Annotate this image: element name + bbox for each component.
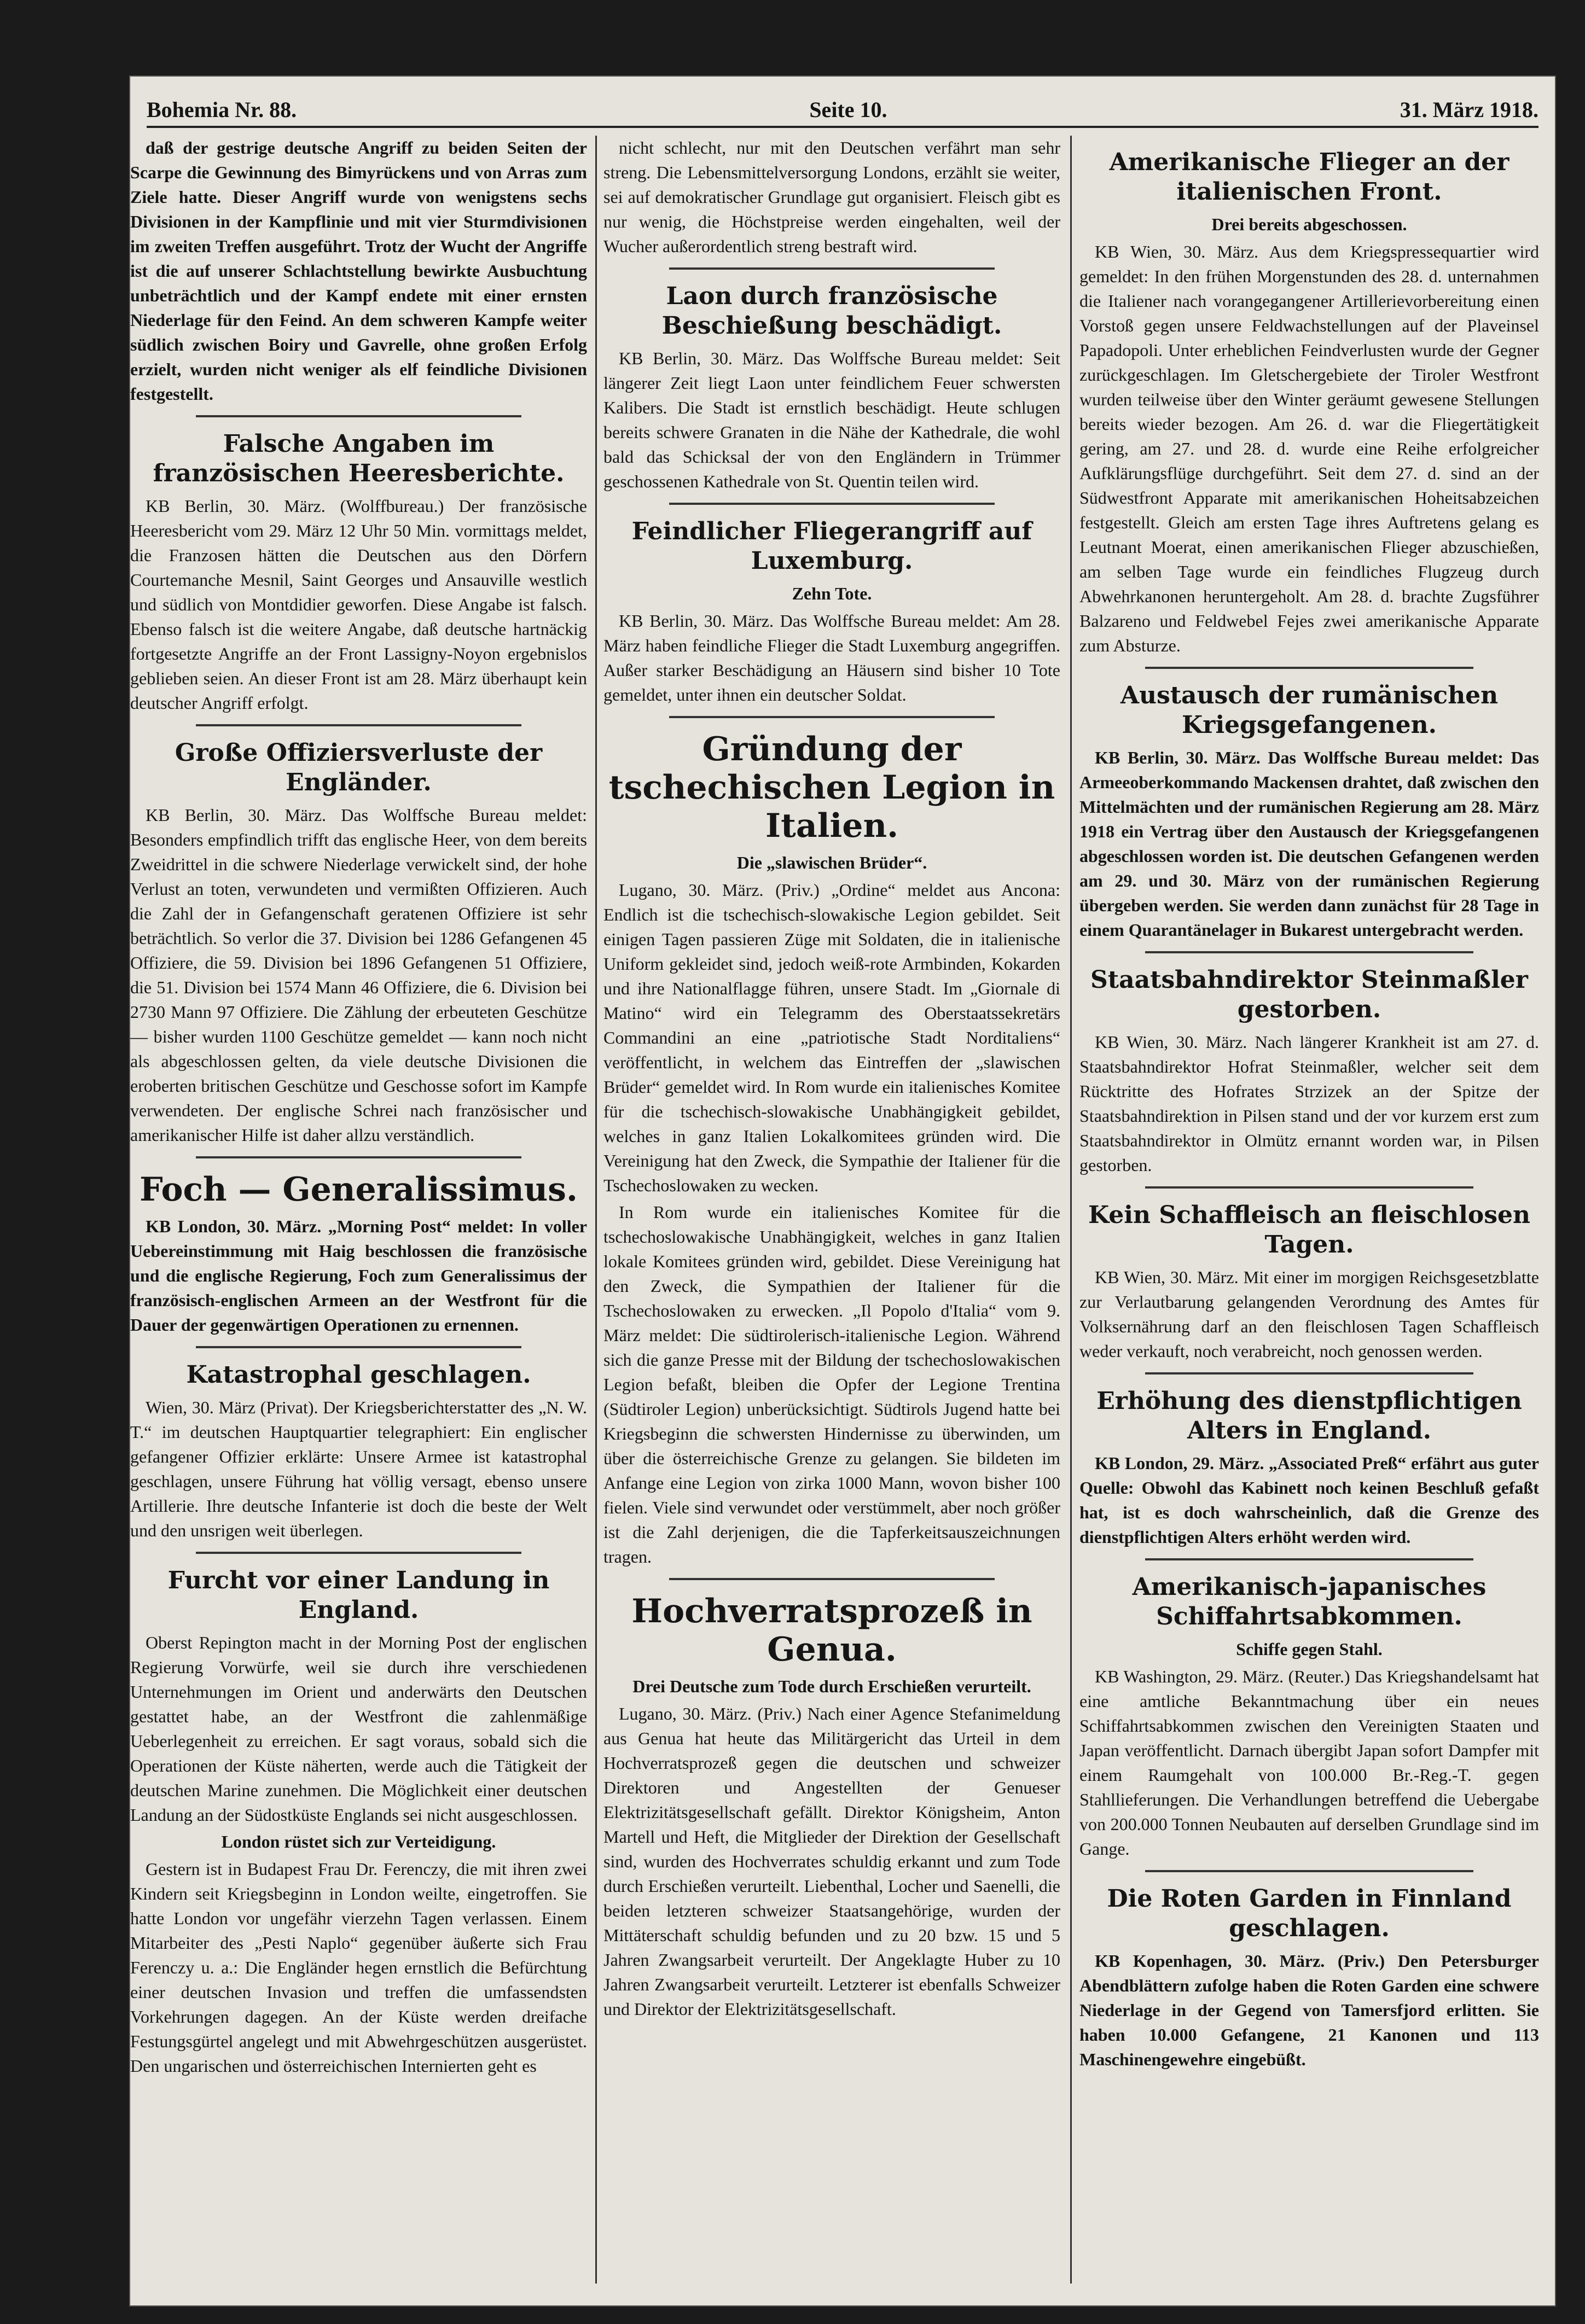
article-headline: Die Roten Garden in Finnland geschlagen. [1107, 1885, 1512, 1942]
page-header [147, 93, 1538, 128]
article-divider [669, 503, 995, 505]
article-headline: Furcht vor einer Landung in England. [167, 1566, 550, 1624]
article-divider [1145, 1870, 1473, 1872]
article-paragraph: Wien, 30. März (Privat). Der Kriegsberichterstatter des „N. W. T.“ im deutschen Hauptquartier telegraphiert: Ein englischer gefangener Offizier erklärte: Unsere Armee ist katastrophal geschlagen, unsere Führung hat völlig versagt, ebenso unsere Artillerie. Ihre deutsche Infanterie ist doch die beste der Welt und den unsrigen weit überlegen. [130, 1397, 587, 1540]
article-paragraph: KB Wien, 30. März. Aus dem Kriegspressequartier wird gemeldet: In den frühen Morgenstunden des 28. d. unternahmen die Italiener nach vorangegangener Artillerievorbereitung einen Vorstoß gegen unsere Feldwachstellungen auf der Plaveinsel Papadopoli. Unter erheblichen Feindverlusten wurde der Gegner zurückgeschlagen. Im Gletschergebiete der Tiroler Westfront wurden teilweise über den Winter geräumt gewesene Stellungen bereits wieder bezogen. Am 26. d. war die Fliegertätigkeit gering, am 27. und 28. d. wurde eine Reihe erfolgreicher Aufklärungsflüge durchgeführt. Seit dem 27. d. sind an der Südwestfront Apparate mit amerikanischen Hoheitsabzeichen festgestellt. Gleich am ersten Tage ihres Auftretens gelang es Leutnant Moerat, einen amerikanischen Flieger abzuschießen, am selben Tage wurde ein feindliches Flugzeug durch Abwehrkanonen heruntergeholt. Am 28. d. brachte Zugsführer Balzareno und Feldwebel Fejes zwei amerikanische Apparate zum Absturze. [1079, 242, 1539, 655]
article-headline: Feindlicher Fliegerangriff auf Luxemburg. [631, 517, 1032, 575]
page-number: Seite 10. [809, 97, 887, 122]
article-divider [196, 1156, 521, 1158]
article-subheadline: Schiffe gegen Stahl. [1236, 1639, 1383, 1659]
article-subheadline: Drei bereits abgeschossen. [1211, 214, 1407, 234]
article-paragraph: daß der gestrige deutsche Angriff zu beiden Seiten der Scarpe die Gewinnung des Bimyrückens und von Arras zum Ziele hatte. Dieser Angriff wurde von wenigstens sechs Divisionen in der Kampflinie und mit vier Sturmdivisionen im zweiten Treffen ausgeführt. Trotz der Wucht der Angriffe ist die auf unserer Schlachtstellung bewirkte Ausbuchtung unbeträchtlich und der Kampf endete mit einer ernsten Niederlage für den Feind. An dem schweren Kampfe weiter südlich zwischen Boiry und Gavrelle, ohne großen Erfolg erzielt, wurden nicht weniger als elf feindliche Divisionen festgestellt. [130, 138, 587, 404]
article-paragraph: KB London, 29. März. „Associated Preß“ erfährt aus guter Quelle: Obwohl das Kabinett noch keinen Beschluß gefaßt hat, ist es doch wahrscheinlich, daß die Grenze des dienstpflichtigen Alters erhöht werden wird. [1079, 1453, 1539, 1547]
article-divider [196, 724, 521, 726]
article-paragraph: KB Berlin, 30. März. Das Wolffsche Bureau meldet: Besonders empfindlich trifft das englische Heer, von dem bereits Zweidrittel in die schwere Niederlage verwickelt sind, der hohe Verlust an toten, verwundeten und vermißten Offizieren. Auch die Zahl der in Gefangenschaft geratenen Offiziere ist sehr beträchtlich. So verlor die 37. Division bei 1286 Gefangenen 45 Offiziere, die 59. Division bei 1896 Gefangenen 51 Offiziere, die 51. Division bei 1574 Mann 46 Offiziere, die 6. Division bei 2730 Mann 97 Offiziere. Die Zählung der erbeuteten Geschütze — bisher wurden 1100 Geschütze gemeldet — kann noch nicht als abgeschlossen gelten, da viele deutsche Divisionen die eroberten britischen Geschütze und Geschosse sofort im Kampfe verwendeten. Der englische Schrei nach französischer und amerikanischer Hilfe ist daher allzu verständlich. [130, 805, 587, 1145]
article-headline: Gründung der tschechischen Legion in Italien. [608, 730, 1055, 845]
article-paragraph: KB London, 30. März. „Morning Post“ meldet: In voller Uebereinstimmung mit Haig beschlossen die französische und die englische Regierung, Foch zum Generalissimus der französisch-englischen Armeen an der Westfront für die Dauer der gegenwärtigen Operationen zu ernennen. [130, 1216, 587, 1335]
column-2 [603, 136, 1060, 2289]
article-paragraph: KB Berlin, 30. März. (Wolffbureau.) Der französische Heeresbericht vom 29. März 12 Uhr 50 Min. vormittags meldet, die Franzosen hätten die Deutschen aus den Dörfern Courtemanche Mesnil, Saint Georges und Ansauville westlich und südlich von Montdidier geworfen. Diese Angabe ist falsch. Ebenso falsch ist die weitere Angabe, daß deutsche hartnäckig fortgesetzte Angriffe an der Front Lassigny-Noyon ergebnislos geblieben seien. An dieser Front ist am 28. März überhaupt kein deutscher Angriff erfolgt. [130, 496, 587, 713]
column-1 [130, 136, 587, 2289]
issue-date: 31. März 1918. [1400, 97, 1538, 122]
article-paragraph: Lugano, 30. März. (Priv.) „Ordine“ meldet aus Ancona: Endlich ist die tschechisch-slowakische Legion gebildet. Seit einigen Tagen passieren Züge mit Soldaten, die in italienische Uniform gekleidet sind, jedoch weiß-rote Armbinden, Kokarden und ihre Nationalflagge führen, unsere Stadt. Im „Giornale di Matino“ wird ein Telegramm des Oberstaatssekretärs Commandini an eine „patriotische Stadt Norditaliens“ veröffentlicht, in welchem das Eintreffen der „slawischen Brüder“ gemeldet wird. In Rom wurde ein italienisches Komitee für die tschechisch-slowakische Unabhängigkeit gebildet, welches in ganz Italien Lokalkomitees gründen wird. Die Vereinigung hat den Zweck, die Sympathie der Italiener für die Tschechoslowaken zu wecken. [603, 880, 1060, 1195]
article-divider [669, 267, 995, 270]
article-subheadline: Die „slawischen Brüder“. [736, 853, 927, 872]
article-divider [669, 716, 995, 718]
article-divider [669, 1578, 995, 1580]
article-headline: Staatsbahndirektor Steinmaßler gestorben. [1090, 966, 1528, 1023]
issue-number: Bohemia Nr. 88. [147, 97, 297, 122]
article-subheadline: Zehn Tote. [792, 584, 872, 603]
article-paragraph: KB Wien, 30. März. Nach längerer Krankheit ist am 27. d. Staatsbahndirektor Hofrat Steinmaßler, welcher seit dem Rücktritte des Hofrates Strzizek an der Spitze der Staatsbahndirektion in Pilsen stand und der vor kurzem erst zum Staatsbahndirektor in Olmütz ernannt worden war, in Pilsen gestorben. [1079, 1032, 1539, 1175]
article-headline: Falsche Angaben im französischen Heeresberichte. [153, 430, 565, 487]
article-headline: Amerikanische Flieger an der italienischen Front. [1109, 148, 1509, 206]
article-paragraph: KB Berlin, 30. März. Das Wolffsche Bureau meldet: Das Armeeoberkommando Mackensen drahtet, daß zwischen den Mittelmächten und der rumänischen Regierung am 28. März 1918 ein Vertrag über den Austausch der Kriegsgefangenen abgeschlossen worden ist. Die deutschen Gefangenen werden am 29. und 30. März von der rumänischen Regierung übergeben werden. Sie werden dann zunächst für 28 Tage in einem Quarantänelager in Bukarest untergebracht werden. [1079, 748, 1539, 940]
newspaper-page [130, 77, 1555, 2305]
article-divider [1145, 1372, 1473, 1374]
article-divider [196, 1552, 521, 1554]
article-headline: Hochverratsprozeß in Genua. [631, 1592, 1032, 1669]
article-divider [196, 1346, 521, 1348]
article-headline: Erhöhung des dienstpflichtigen Alters in England. [1096, 1387, 1522, 1445]
article-subheadline: Drei Deutsche zum Tode durch Erschießen verurteilt. [632, 1676, 1031, 1696]
article-paragraph: Oberst Repington macht in der Morning Post der englischen Regierung Vorwürfe, weil sie durch ihre verschiedenen Unternehmungen im Orient und anderwärts den Deutschen gestattet habe, an der Westfront die zahlenmäßige Ueberlegenheit zu erreichen. Er sagt voraus, sobald sich die Operationen der Küste näherten, werde auch die Tätigkeit der deutschen Marine zunehmen. Die Möglichkeit einer deutschen Landung an der Südostküste Englands sei nicht ausgeschlossen. [130, 1633, 587, 1825]
article-paragraph: Gestern ist in Budapest Frau Dr. Ferenczy, die mit ihren zwei Kindern seit Kriegsbeginn in London weilte, eingetroffen. Sie hatte London vor ungefähr vierzehn Tagen verlassen. Einem Mitarbeiter des „Pesti Naplo“ gegenüber äußerte sich Frau Ferenczy u. a.: Die Engländer hegen ernstlich die Befürchtung einer deutschen Invasion und treffen die umfassendsten Vorkehrungen dagegen. An der Küste werden dreifache Festungsgürtel angelegt und mit Abwehrgeschützen ausgerüstet. Den ungarischen und österreichischen Internierten geht es [130, 1859, 587, 2076]
article-headline: Katastrophal geschlagen. [186, 1361, 531, 1389]
article-paragraph: KB Wien, 30. März. Mit einer im morgigen Reichsgesetzblatte zur Verlautbarung gelangenden Verordnung des Amtes für Volksernährung darf an den fleischlosen Tagen Schaffleisch weder verkauft, noch verabreicht, noch genossen werden. [1079, 1267, 1539, 1361]
article-paragraph: KB Washington, 29. März. (Reuter.) Das Kriegshandelsamt hat eine amtliche Bekanntmachung über ein neues Schiffahrtsabkommen zwischen den Vereinigten Staaten und Japan veröffentlicht. Darnach übergibt Japan sofort Dampfer mit einem Raumgehalt von 100.000 Br.-Reg.-T. gegen Stahllieferungen. Die Verhandlungen betreffend die Uebergabe von 200.000 Tonnen Neubauten auf derselben Grundlage sind im Gange. [1079, 1667, 1539, 1859]
article-subheadline: London rüstet sich zur Verteidigung. [221, 1832, 496, 1851]
article-divider [196, 415, 521, 417]
article-headline: Austausch der rumänischen Kriegsgefangenen. [1120, 682, 1499, 739]
article-divider [1145, 667, 1473, 669]
article-paragraph: KB Berlin, 30. März. Das Wolffsche Bureau meldet: Seit längerer Zeit liegt Laon unter feindlichem Feuer schwersten Kalibers. Die Stadt ist ernstlich beschädigt. Heute schlugen bereits schwere Granaten in die Nähe der Kathedrale, die wohl bald das Schicksal der von den Engländern in Trümmer geschossenen Kathedrale von St. Quentin teilen wird. [603, 348, 1060, 491]
article-divider [1145, 1186, 1473, 1189]
article-headline: Laon durch französische Beschießung beschädigt. [661, 282, 1002, 340]
column-3 [1079, 136, 1539, 2289]
article-divider [1145, 951, 1473, 953]
column-rule [595, 136, 597, 2284]
article-paragraph: KB Kopenhagen, 30. März. (Priv.) Den Petersburger Abendblättern zufolge haben die Roten Garden eine schwere Niederlage in der Gegend von Tamersfjord erlitten. Sie haben 10.000 Gefangene, 21 Kanonen und 113 Maschinengewehre eingebüßt. [1079, 1951, 1539, 2069]
article-headline: Amerikanisch-japanisches Schiffahrtsabkommen. [1132, 1573, 1487, 1630]
article-paragraph: Lugano, 30. März. (Priv.) Nach einer Agence Stefanimeldung aus Genua hat heute das Militärgericht das Urteil in dem Hochverratsprozeß gegen die deutschen und schweizer Direktoren und Angestellten der Genueser Elektrizitätsgesellschaft gefällt. Direktor Königsheim, Anton Martell und Heft, die Mitglieder der Direktion der Gesellschaft sind, wurden des Hochverrates schuldig erkannt und zum Tode durch Erschießen verurteilt. Liebenthal, Locher und Saenelli, die beiden letzteren schweizer Staatsangehörige, wurden der Mittäterschaft schuldig befunden und zu 20 bzw. 15 und 5 Jahren Zwangsarbeit verurteilt. Der Angeklagte Huber zu 10 Jahren Zwangsarbeit verurteilt. Letzterer ist ebenfalls Schweizer und Direktor der Elektrizitätsgesellschaft. [603, 1704, 1060, 2019]
article-paragraph: nicht schlecht, nur mit den Deutschen verfährt man sehr streng. Die Lebensmittelversorgung Londons, erzählt sie weiter, sei auf demokratischer Grundlage gut organisiert. Fleisch gibt es nur wenig, die Höchstpreise werden eingehalten, weil der Wucher außerordentlich streng bestraft wird. [603, 138, 1060, 256]
article-headline: Kein Schaffleisch an fleischlosen Tagen. [1088, 1201, 1530, 1259]
article-divider [1145, 1558, 1473, 1560]
column-rule [1070, 136, 1072, 2284]
article-headline: Foch — Generalissimus. [140, 1170, 578, 1209]
article-paragraph: In Rom wurde ein italienisches Komitee für die tschechoslowakische Unabhängigkeit, welches in ganz Italien lokale Komitees gründen wird, gebildet. Diese Vereinigung hat den Zweck, die Sympathien der Italiener für die Tschechoslowaken zu erwecken. „Il Popolo d'Italia“ vom 9. März meldet: Die südtirolerisch-italienische Legion. Während sich die ganze Presse mit der Bildung der tschechoslowakischen Legion befaßt, bleiben die Opfer der Legione Trentina (Südtiroler Legion) unberücksichtigt. Südtirols Jugend hatte bei Kriegsbeginn die schwersten Hindernisse zu überwinden, um über die österreichische Grenze zu gelangen. Sie bildeten im Anfange eine Legion von zirka 1000 Mann, wovon bisher 100 fielen. Viele sind verwundet oder verstümmelt, aber noch größer ist die Zahl derjenigen, die die Tapferkeitsauszeichnungen tragen. [603, 1202, 1060, 1566]
article-paragraph: KB Berlin, 30. März. Das Wolffsche Bureau meldet: Am 28. März haben feindliche Flieger die Stadt Luxemburg angegriffen. Außer starker Beschädigung an Häusern sind bisher 10 Tote gemeldet, unter ihnen ein deutscher Soldat. [603, 611, 1060, 704]
article-headline: Große Offiziersverluste der Engländer. [175, 739, 543, 796]
